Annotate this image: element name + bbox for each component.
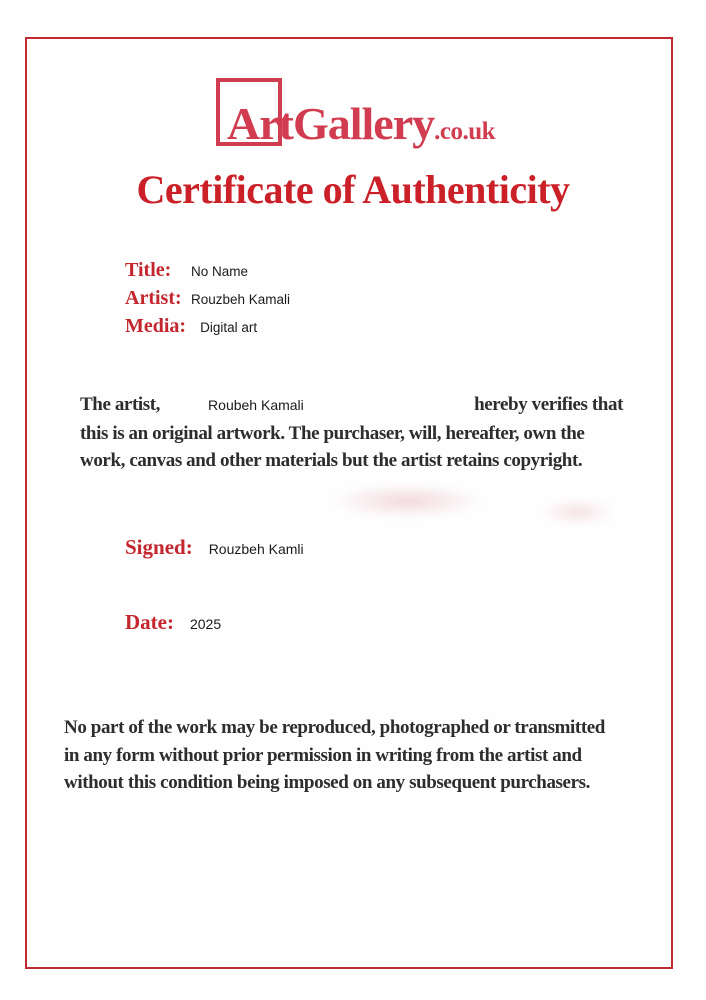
media-label: Media: xyxy=(125,315,187,337)
declaration-prefix: The artist, xyxy=(80,394,161,415)
declaration-line-3: work, canvas and other materials but the artist retains copyright. xyxy=(80,450,583,471)
title-label: Title: xyxy=(125,259,172,281)
declaration-artist-name: Roubeh Kamali xyxy=(208,397,304,413)
signed-value: Rouzbeh Kamli xyxy=(208,541,304,557)
artist-value: Rouzbeh Kamali xyxy=(191,292,291,307)
signed-row xyxy=(125,535,304,560)
date-value: 2025 xyxy=(189,616,222,632)
signed-label: Signed: xyxy=(125,535,193,559)
copyright-line-1: No part of the work may be reproduced, photographed or transmitted xyxy=(64,717,605,738)
date-label: Date: xyxy=(125,610,174,634)
declaration-line-2: this is an original artwork. The purchaser, will, hereafter, own the xyxy=(80,422,585,444)
declaration-line-1 xyxy=(80,391,623,420)
declaration-suffix: hereby verifies that xyxy=(474,394,623,415)
certificate-title: Certificate of Authenticity xyxy=(136,167,570,212)
copyright-paragraph xyxy=(64,714,605,797)
detail-row-title xyxy=(125,259,290,287)
artist-label: Artist: xyxy=(125,287,182,309)
detail-row-media xyxy=(125,315,290,343)
date-row xyxy=(125,610,221,635)
logo-domain-suffix: .co.uk xyxy=(434,118,496,145)
copyright-line-2: in any form without prior permission in writing from the artist and xyxy=(64,744,582,766)
declaration-paragraph xyxy=(80,391,623,475)
artgallery-logo xyxy=(227,98,496,149)
detail-row-artist xyxy=(125,287,290,315)
media-value: Digital art xyxy=(200,320,258,335)
copyright-line-3: without this condition being imposed on any subsequent purchasers. xyxy=(64,772,590,793)
artwork-details xyxy=(125,259,290,343)
logo-wordmark: ArtGallery xyxy=(227,98,435,149)
title-value: No Name xyxy=(191,264,249,279)
